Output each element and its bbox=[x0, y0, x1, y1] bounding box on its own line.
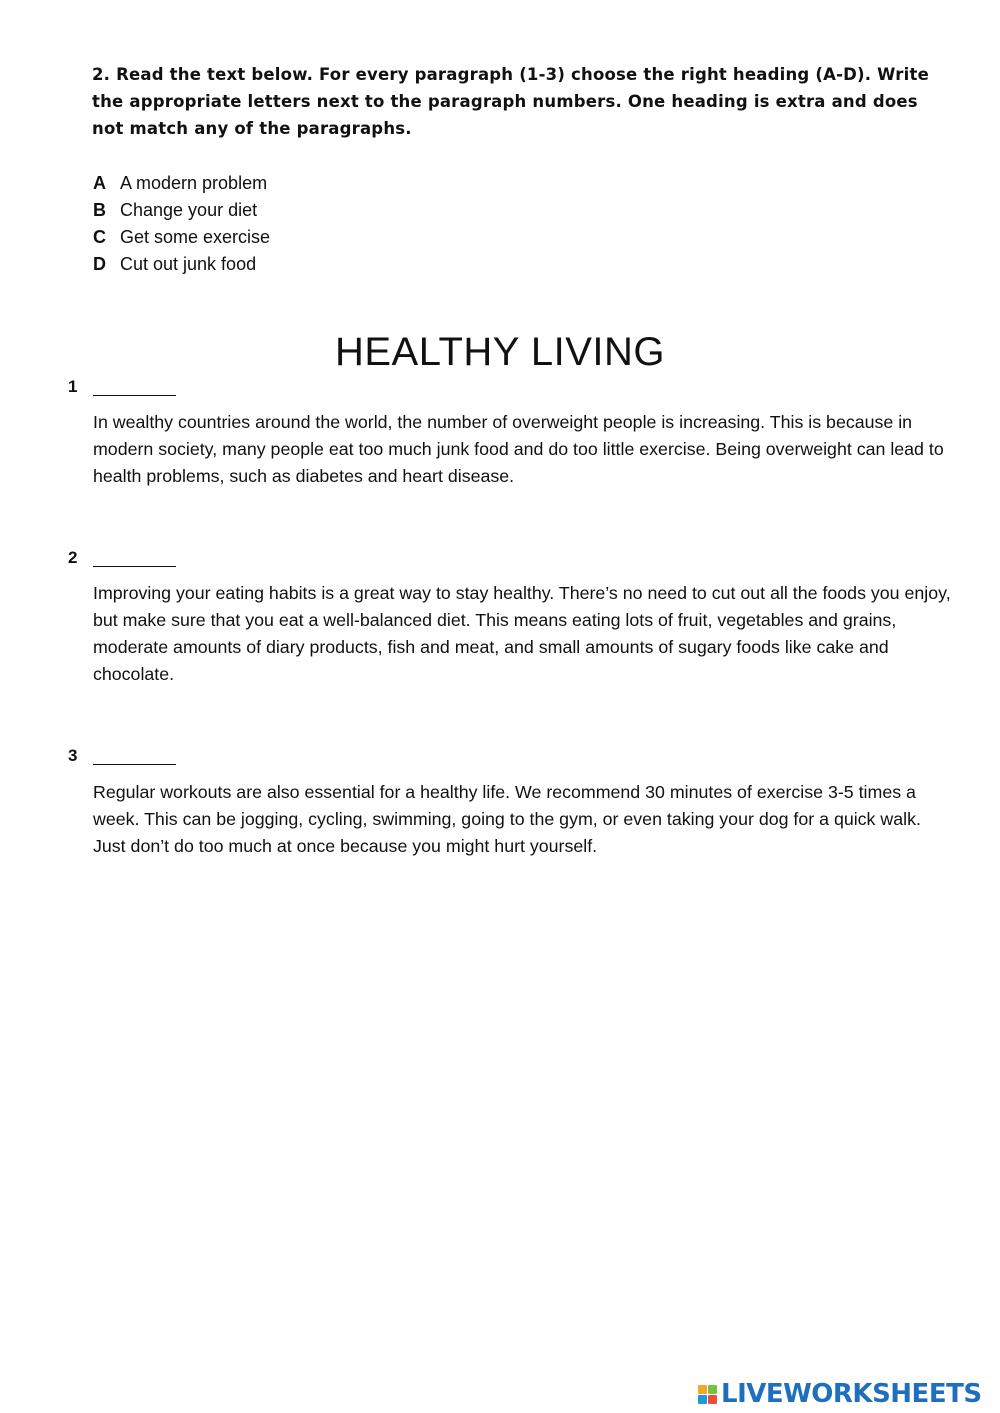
heading-text: Get some exercise bbox=[120, 227, 271, 247]
answer-blank-1[interactable] bbox=[93, 374, 176, 396]
instructions: 2. Read the text below. For every paragraph (1-3) choose the right heading (A-D). Write the appropriate letters next to the paragraph numbers. One heading is extra and does not match any of the paragraphs. bbox=[92, 65, 929, 138]
paragraph-text-2: Improving your eating habits is a great way to stay healthy. There’s no need to cut out all the foods you enjoy, but make sure that you eat a well-balanced diet. This means eating lots of fruit, vegetables and grains, moderate amounts of diary products, fish and meat, and small amounts of sugary foods like cake and chocolate. bbox=[93, 583, 951, 684]
page-title: HEALTHY LIVING bbox=[334, 329, 666, 374]
heading-option-c bbox=[93, 224, 270, 251]
logo-square-2 bbox=[708, 1385, 717, 1394]
heading-letter: D bbox=[93, 254, 106, 274]
answer-blank-2[interactable] bbox=[93, 545, 176, 567]
heading-text: A modern problem bbox=[120, 173, 268, 193]
heading-letter: A bbox=[93, 173, 106, 193]
heading-options-list bbox=[93, 170, 270, 278]
paragraph-number-2: 2 bbox=[68, 548, 78, 567]
paragraph-number-3: 3 bbox=[68, 746, 78, 765]
heading-option-b bbox=[93, 197, 270, 224]
paragraph-text-1: In wealthy countries around the world, the number of overweight people is increasing. This is because in modern society, many people eat too much junk food and do too little exercise. Being overweight can lead to health problems, such as diabetes and heart disease. bbox=[93, 412, 944, 486]
logo-square-1 bbox=[698, 1385, 707, 1394]
heading-option-d bbox=[93, 251, 270, 278]
logo-square-3 bbox=[698, 1395, 707, 1404]
liveworksheets-logo[interactable] bbox=[698, 1378, 982, 1410]
heading-letter: C bbox=[93, 227, 106, 247]
heading-text: Change your diet bbox=[120, 200, 258, 220]
logo-mark-icon bbox=[698, 1385, 717, 1404]
paragraph-number-1: 1 bbox=[68, 377, 78, 396]
answer-blank-3[interactable] bbox=[93, 743, 176, 765]
paragraph-text-3: Regular workouts are also essential for a healthy life. We recommend 30 minutes of exercise 3-5 times a week. This can be jogging, cycling, swimming, going to the gym, or even taking your dog for a quick walk. Just don’t do too much at once because you might hurt yourself. bbox=[93, 782, 921, 856]
heading-option-a bbox=[93, 170, 270, 197]
heading-letter: B bbox=[93, 200, 106, 220]
logo-text: LIVEWORKSHEETS bbox=[721, 1379, 982, 1409]
logo-square-4 bbox=[708, 1395, 717, 1404]
heading-text: Cut out junk food bbox=[120, 254, 257, 274]
